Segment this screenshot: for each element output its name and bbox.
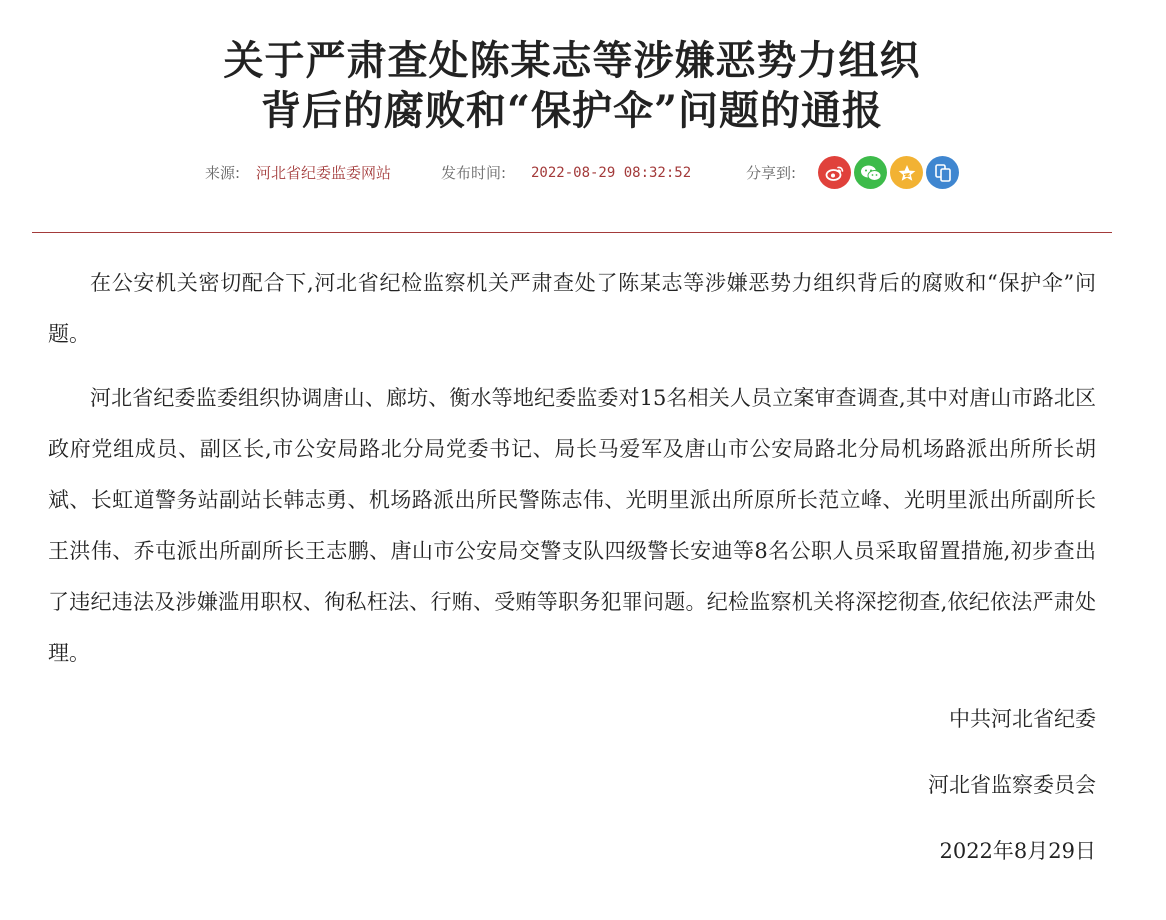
signature-date: 2022年8月29日 [939, 839, 1096, 863]
copy-link-share-icon[interactable] [926, 156, 959, 189]
source-label: 来源: [205, 164, 241, 182]
signature-org-2: 河北省监察委员会 [928, 773, 1096, 797]
title-line-2: 背后的腐败和“保护伞”问题的通报 [260, 87, 883, 134]
wechat-icon [860, 164, 882, 182]
title-divider [32, 232, 1112, 233]
source-link[interactable]: 河北省纪委监委网站 [256, 164, 392, 182]
paragraph-2: 河北省纪委监委组织协调唐山、廊坊、衡水等地纪委监委对15名相关人员立案审查调查,其中对唐山市路北区政府党组成员、副区长,市公安局路北分局党委书记、局长马爱军及唐山市公安局路北分局机场路派出所所长胡斌、长虹道警务站副站长韩志勇、机场路派出所民警陈志伟、光明里派出所原所长范立峰、光明里派出所副所长王洪伟、乔屯派出所副所长王志鹏、唐山市公安局交警支队四级警长安迪等8名公职人员采取留置措施,初步查出了违纪违法及涉嫌滥用职权、徇私枉法、行贿、受贿等职务犯罪问题。纪检监察机关将深挖彻查,依纪依法严肃处理。 [48, 386, 1096, 665]
weibo-icon [825, 164, 845, 182]
publish-time-label: 发布时间: [441, 164, 507, 182]
article-title [0, 36, 1144, 136]
article-body [48, 258, 1096, 679]
title-line-1: 关于严肃查处陈某志等涉嫌恶势力组织 [223, 37, 921, 84]
publish-time: 2022-08-29 08:32:52 [531, 165, 692, 181]
signature-org-1: 中共河北省纪委 [949, 707, 1096, 731]
star-icon [897, 163, 917, 183]
paragraph-1: 在公安机关密切配合下,河北省纪检监察机关严肃查处了陈某志等涉嫌恶势力组织背后的腐败和“保护伞”问题。 [48, 271, 1096, 346]
qzone-share-icon[interactable] [890, 156, 923, 189]
share-label: 分享到: [746, 164, 797, 182]
wechat-share-icon[interactable] [854, 156, 887, 189]
copy-icon [934, 163, 952, 183]
article-meta [0, 158, 1166, 188]
weibo-share-icon[interactable] [818, 156, 851, 189]
